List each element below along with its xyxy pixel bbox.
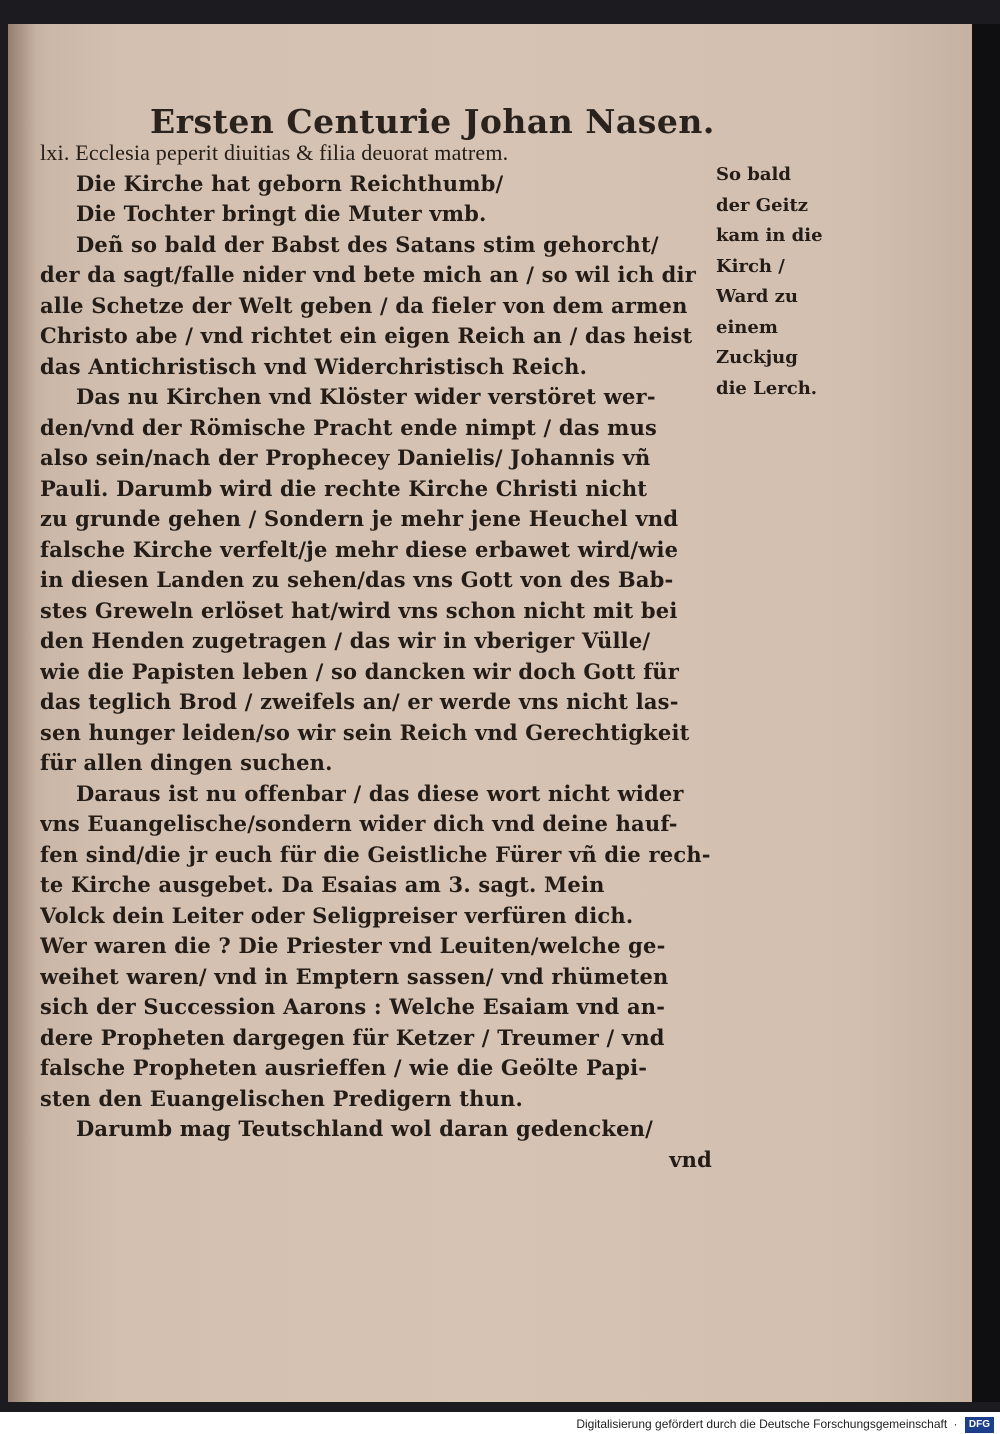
- text-line: Daraus ist nu offenbar / das diese wort nicht wider: [76, 780, 684, 806]
- marginal-note-line: einem: [716, 316, 778, 338]
- marginal-note: [716, 160, 836, 404]
- text-line: dere Propheten dargegen für Ketzer / Treumer / vnd: [40, 1024, 665, 1050]
- marginal-note-line: kam in die: [716, 225, 823, 246]
- text-line: falsche Propheten ausrieffen / wie die Geölte Papi-: [40, 1055, 648, 1080]
- text-line: falsche Kirche verfelt/je mehr diese erbawet wird/wie: [40, 536, 679, 562]
- text-line: sich der Succession Aarons : Welche Esaiam vnd an-: [40, 994, 666, 1019]
- footer-credit-text: Digitalisierung gefördert durch die Deutsche Forschungsgemeinschaft: [576, 1417, 948, 1431]
- marginal-note-line: die Lerch.: [716, 377, 818, 399]
- text-line: den Henden zugetragen / das wir in vberiger Vülle/: [40, 628, 651, 653]
- text-line: der da sagt/falle nider vnd bete mich an / so wil ich dir: [40, 262, 697, 287]
- text-line: zu grunde gehen / Sondern je mehr jene Heuchel vnd: [40, 506, 679, 531]
- text-line: sen hunger leiden/so wir sein Reich vnd Gerechtigkeit: [40, 719, 690, 745]
- text-line: das Antichristisch vnd Widerchristisch Reich.: [40, 353, 588, 379]
- text-line: fen sind/die jr euch für die Geistliche Fürer vñ die rech-: [40, 841, 711, 867]
- marginal-note-line: So bald: [716, 164, 791, 185]
- text-line: alle Schetze der Welt geben / da fieler von dem armen: [40, 292, 688, 318]
- text-line: das teglich Brod / zweifels an/ er werde vns nicht las-: [40, 689, 679, 714]
- text-line: Christo abe / vnd richtet ein eigen Reich an / das heist: [40, 323, 693, 348]
- text-line: stes Greweln erlöset hat/wird vns schon nicht mit bei: [40, 597, 678, 623]
- marginal-note-line: Kirch /: [716, 255, 785, 277]
- scanner-edge: [972, 24, 1000, 1402]
- text-line: Pauli. Darumb wird die rechte Kirche Christi nicht: [40, 475, 648, 501]
- text-line: Wer waren die ? Die Priester vnd Leuiten/welche ge-: [40, 933, 666, 958]
- text-line: in diesen Landen zu sehen/das vns Gott von des Bab-: [40, 567, 674, 592]
- text-line: also sein/nach der Prophecey Danielis/ Johannis vñ: [40, 445, 651, 470]
- running-title: Ersten Centurie Johan Nasen.: [150, 102, 715, 141]
- text-line: weihet waren/ vnd in Emptern sassen/ vnd rhümeten: [40, 963, 669, 989]
- text-line: sten den Euangelischen Predigern thun.: [40, 1085, 524, 1111]
- text-line: vnd: [669, 1146, 712, 1172]
- text-line: Darumb mag Teutschland wol daran gedencken/: [76, 1116, 653, 1141]
- marginal-note-line: Zuckjug: [716, 347, 798, 368]
- text-line: Das nu Kirchen vnd Klöster wider verstöret wer-: [76, 384, 656, 409]
- text-line: Volck dein Leiter oder Seligpreiser verfüren dich.: [40, 902, 634, 928]
- marginal-note-line: der Geitz: [716, 194, 808, 216]
- text-line: Die Kirche hat geborn Reichthumb/: [76, 170, 504, 196]
- text-line: te Kirche ausgebet. Da Esaias am 3. sagt. Mein: [40, 872, 605, 897]
- text-line: für allen dingen suchen.: [40, 750, 333, 775]
- main-text-block: [40, 138, 712, 1175]
- text-line: lxi. Ecclesia peperit diuitias & filia deuorat matrem.: [40, 140, 509, 165]
- text-line: vns Euangelische/sondern wider dich vnd deine hauf-: [40, 811, 678, 836]
- dfg-logo-icon: DFG: [965, 1417, 994, 1433]
- text-line: den/vnd der Römische Pracht ende nimpt / das mus: [40, 414, 658, 440]
- footer-credit: Digitalisierung gefördert durch die Deutsche Forschungsgemeinschaft · DFG: [0, 1414, 1000, 1434]
- marginal-note-line: Ward zu: [716, 286, 798, 307]
- text-line: wie die Papisten leben / so dancken wir doch Gott für: [40, 658, 680, 684]
- text-line: Deñ so bald der Babst des Satans stim gehorcht/: [76, 231, 659, 257]
- text-line: Die Tochter bringt die Muter vmb.: [76, 201, 487, 226]
